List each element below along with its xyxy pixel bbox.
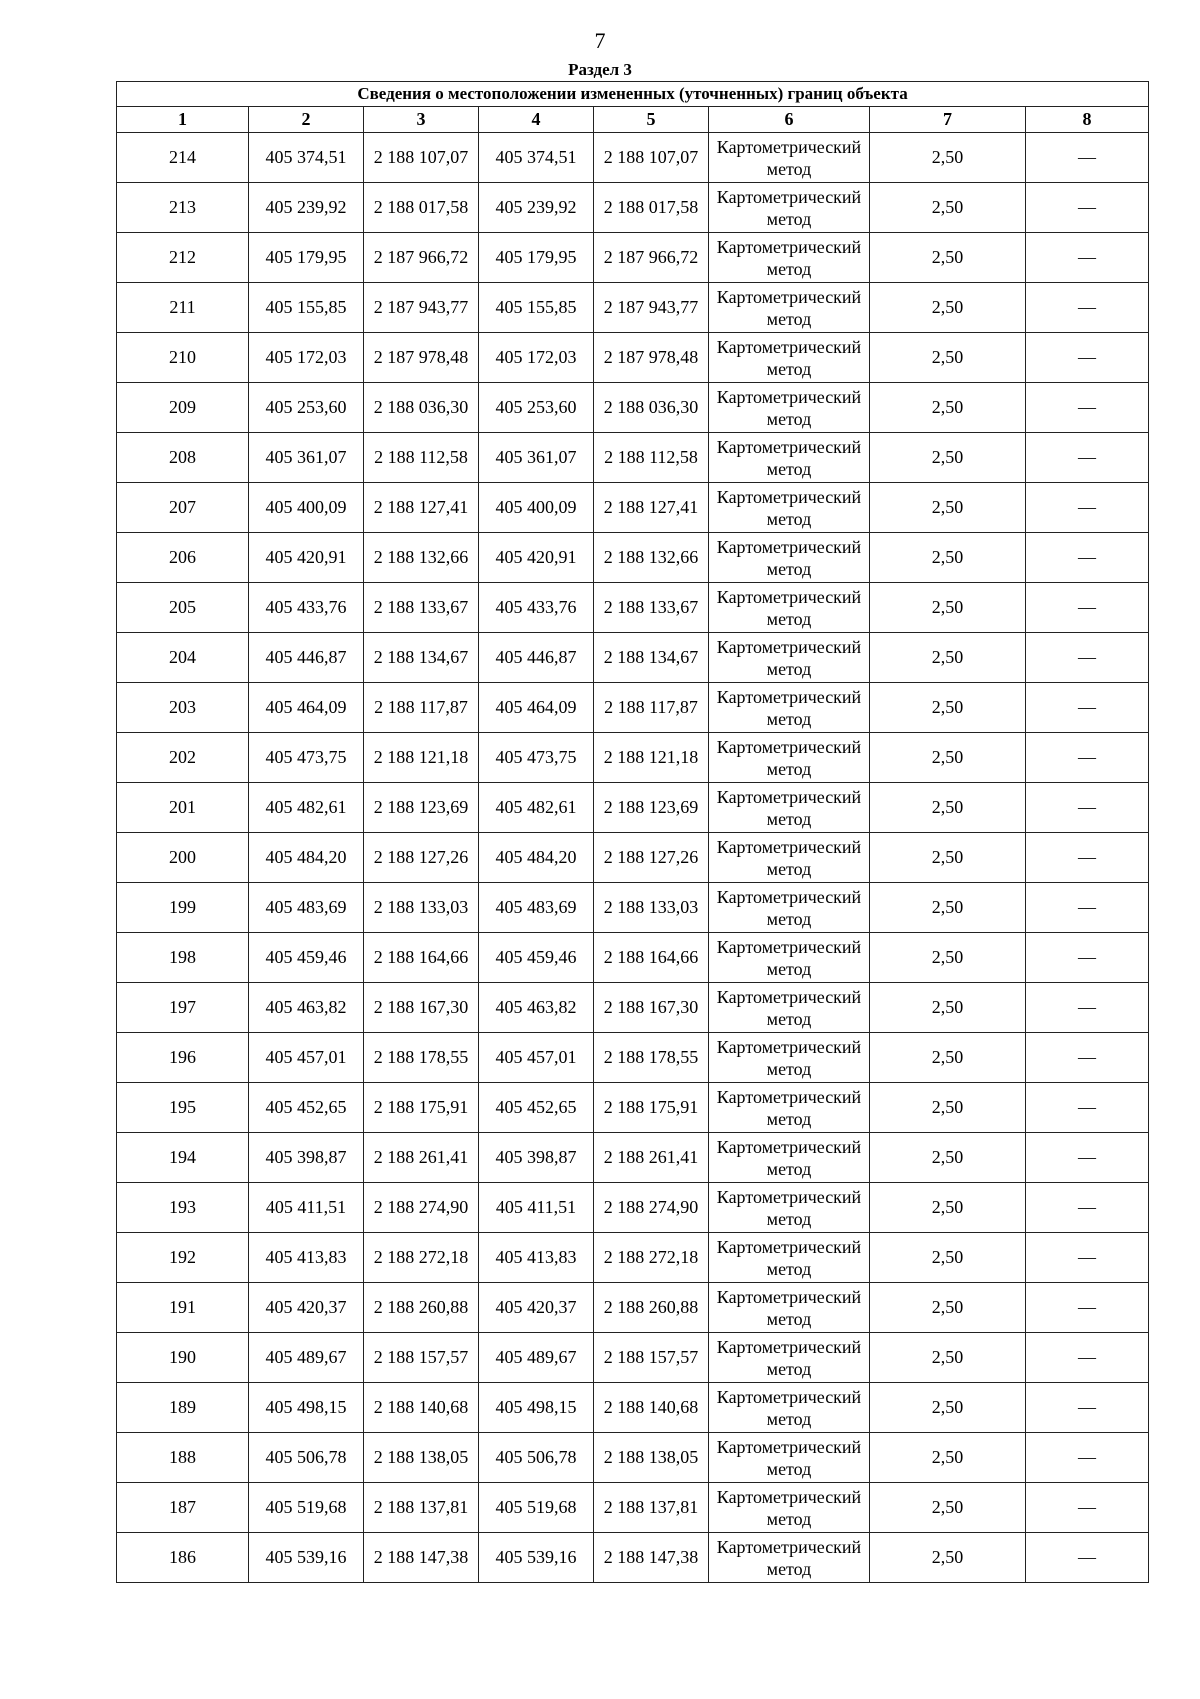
point-number-cell: 204 [117,633,249,683]
x-updated-cell: 405 420,91 [479,533,594,583]
x-existing-cell: 405 498,15 [249,1383,364,1433]
y-updated-cell: 2 188 261,41 [594,1133,709,1183]
accuracy-cell: 2,50 [870,1033,1026,1083]
note-cell: — [1026,833,1149,883]
y-updated-cell: 2 188 134,67 [594,633,709,683]
y-updated-cell: 2 188 127,26 [594,833,709,883]
note-cell: — [1026,1333,1149,1383]
method-cell: Картометрический метод [709,1483,870,1533]
table-row [117,883,1149,933]
x-updated-cell: 405 452,65 [479,1083,594,1133]
note-cell: — [1026,183,1149,233]
accuracy-cell: 2,50 [870,133,1026,183]
method-cell: Картометрический метод [709,1183,870,1233]
x-existing-cell: 405 483,69 [249,883,364,933]
table-row [117,1433,1149,1483]
y-updated-cell: 2 188 133,03 [594,883,709,933]
accuracy-cell: 2,50 [870,1483,1026,1533]
x-updated-cell: 405 539,16 [479,1533,594,1583]
table-row [117,1383,1149,1433]
table-row [117,283,1149,333]
note-cell: — [1026,1033,1149,1083]
note-cell: — [1026,933,1149,983]
method-cell: Картометрический метод [709,1033,870,1083]
accuracy-cell: 2,50 [870,1533,1026,1583]
note-cell: — [1026,633,1149,683]
point-number-cell: 207 [117,483,249,533]
method-cell: Картометрический метод [709,833,870,883]
table-row [117,783,1149,833]
accuracy-cell: 2,50 [870,1183,1026,1233]
note-cell: — [1026,733,1149,783]
x-updated-cell: 405 457,01 [479,1033,594,1083]
y-updated-cell: 2 188 036,30 [594,383,709,433]
table-row [117,583,1149,633]
y-existing-cell: 2 188 178,55 [364,1033,479,1083]
y-existing-cell: 2 188 261,41 [364,1133,479,1183]
x-updated-cell: 405 483,69 [479,883,594,933]
accuracy-cell: 2,50 [870,1333,1026,1383]
note-cell: — [1026,1083,1149,1133]
accuracy-cell: 2,50 [870,1383,1026,1433]
x-existing-cell: 405 413,83 [249,1233,364,1283]
point-number-cell: 196 [117,1033,249,1083]
column-number: 5 [594,107,709,133]
accuracy-cell: 2,50 [870,283,1026,333]
method-cell: Картометрический метод [709,133,870,183]
y-existing-cell: 2 187 966,72 [364,233,479,283]
accuracy-cell: 2,50 [870,633,1026,683]
accuracy-cell: 2,50 [870,483,1026,533]
accuracy-cell: 2,50 [870,333,1026,383]
x-existing-cell: 405 482,61 [249,783,364,833]
x-updated-cell: 405 239,92 [479,183,594,233]
x-existing-cell: 405 179,95 [249,233,364,283]
note-cell: — [1026,233,1149,283]
x-updated-cell: 405 519,68 [479,1483,594,1533]
method-cell: Картометрический метод [709,1333,870,1383]
point-number-cell: 190 [117,1333,249,1383]
column-number: 8 [1026,107,1149,133]
y-updated-cell: 2 188 017,58 [594,183,709,233]
note-cell: — [1026,883,1149,933]
method-cell: Картометрический метод [709,1383,870,1433]
accuracy-cell: 2,50 [870,933,1026,983]
y-updated-cell: 2 188 121,18 [594,733,709,783]
x-updated-cell: 405 473,75 [479,733,594,783]
x-updated-cell: 405 463,82 [479,983,594,1033]
x-updated-cell: 405 400,09 [479,483,594,533]
accuracy-cell: 2,50 [870,1283,1026,1333]
x-updated-cell: 405 253,60 [479,383,594,433]
accuracy-cell: 2,50 [870,1133,1026,1183]
y-existing-cell: 2 188 164,66 [364,933,479,983]
y-existing-cell: 2 188 036,30 [364,383,479,433]
x-updated-cell: 405 459,46 [479,933,594,983]
x-existing-cell: 405 539,16 [249,1533,364,1583]
y-updated-cell: 2 187 966,72 [594,233,709,283]
table-row [117,1083,1149,1133]
column-number: 6 [709,107,870,133]
y-existing-cell: 2 188 175,91 [364,1083,479,1133]
y-updated-cell: 2 188 112,58 [594,433,709,483]
y-existing-cell: 2 187 978,48 [364,333,479,383]
y-updated-cell: 2 188 137,81 [594,1483,709,1533]
table-row [117,683,1149,733]
table-caption: Сведения о местоположении измененных (уточненных) границ объекта [117,82,1149,107]
x-updated-cell: 405 484,20 [479,833,594,883]
y-existing-cell: 2 188 127,41 [364,483,479,533]
column-number: 4 [479,107,594,133]
x-existing-cell: 405 446,87 [249,633,364,683]
point-number-cell: 189 [117,1383,249,1433]
coordinates-table [116,81,1149,1583]
note-cell: — [1026,483,1149,533]
y-existing-cell: 2 188 121,18 [364,733,479,783]
accuracy-cell: 2,50 [870,233,1026,283]
table-row [117,1033,1149,1083]
x-existing-cell: 405 489,67 [249,1333,364,1383]
note-cell: — [1026,1233,1149,1283]
x-existing-cell: 405 463,82 [249,983,364,1033]
point-number-cell: 186 [117,1533,249,1583]
table-row [117,1483,1149,1533]
point-number-cell: 201 [117,783,249,833]
note-cell: — [1026,583,1149,633]
table-row [117,633,1149,683]
x-existing-cell: 405 433,76 [249,583,364,633]
table-row [117,1133,1149,1183]
y-existing-cell: 2 188 134,67 [364,633,479,683]
point-number-cell: 199 [117,883,249,933]
method-cell: Картометрический метод [709,683,870,733]
table-row [117,833,1149,883]
table-body [117,133,1149,1583]
y-existing-cell: 2 188 133,67 [364,583,479,633]
y-existing-cell: 2 188 274,90 [364,1183,479,1233]
y-updated-cell: 2 188 178,55 [594,1033,709,1083]
table-row [117,1333,1149,1383]
method-cell: Картометрический метод [709,883,870,933]
note-cell: — [1026,283,1149,333]
x-existing-cell: 405 172,03 [249,333,364,383]
method-cell: Картометрический метод [709,333,870,383]
x-updated-cell: 405 398,87 [479,1133,594,1183]
point-number-cell: 197 [117,983,249,1033]
x-existing-cell: 405 253,60 [249,383,364,433]
accuracy-cell: 2,50 [870,1233,1026,1283]
y-updated-cell: 2 188 147,38 [594,1533,709,1583]
column-number: 7 [870,107,1026,133]
point-number-cell: 206 [117,533,249,583]
table-row [117,233,1149,283]
x-existing-cell: 405 420,37 [249,1283,364,1333]
note-cell: — [1026,533,1149,583]
method-cell: Картометрический метод [709,1533,870,1583]
point-number-cell: 210 [117,333,249,383]
y-updated-cell: 2 188 164,66 [594,933,709,983]
x-existing-cell: 405 398,87 [249,1133,364,1183]
note-cell: — [1026,1133,1149,1183]
accuracy-cell: 2,50 [870,1083,1026,1133]
x-existing-cell: 405 459,46 [249,933,364,983]
note-cell: — [1026,1283,1149,1333]
y-existing-cell: 2 188 157,57 [364,1333,479,1383]
y-updated-cell: 2 188 107,07 [594,133,709,183]
note-cell: — [1026,1383,1149,1433]
table-row [117,933,1149,983]
note-cell: — [1026,1433,1149,1483]
x-updated-cell: 405 482,61 [479,783,594,833]
x-existing-cell: 405 411,51 [249,1183,364,1233]
y-updated-cell: 2 188 117,87 [594,683,709,733]
method-cell: Картометрический метод [709,1083,870,1133]
y-existing-cell: 2 188 123,69 [364,783,479,833]
point-number-cell: 203 [117,683,249,733]
note-cell: — [1026,983,1149,1033]
x-existing-cell: 405 473,75 [249,733,364,783]
y-updated-cell: 2 187 978,48 [594,333,709,383]
x-updated-cell: 405 506,78 [479,1433,594,1483]
method-cell: Картометрический метод [709,283,870,333]
y-updated-cell: 2 188 175,91 [594,1083,709,1133]
accuracy-cell: 2,50 [870,1433,1026,1483]
table-row [117,733,1149,783]
method-cell: Картометрический метод [709,633,870,683]
y-updated-cell: 2 187 943,77 [594,283,709,333]
x-existing-cell: 405 464,09 [249,683,364,733]
table-row [117,333,1149,383]
method-cell: Картометрический метод [709,933,870,983]
y-updated-cell: 2 188 157,57 [594,1333,709,1383]
table-row [117,1533,1149,1583]
x-updated-cell: 405 433,76 [479,583,594,633]
y-existing-cell: 2 188 138,05 [364,1433,479,1483]
method-cell: Картометрический метод [709,233,870,283]
point-number-cell: 213 [117,183,249,233]
accuracy-cell: 2,50 [870,983,1026,1033]
x-updated-cell: 405 498,15 [479,1383,594,1433]
note-cell: — [1026,133,1149,183]
x-existing-cell: 405 519,68 [249,1483,364,1533]
method-cell: Картометрический метод [709,1233,870,1283]
point-number-cell: 188 [117,1433,249,1483]
point-number-cell: 198 [117,933,249,983]
method-cell: Картометрический метод [709,383,870,433]
y-existing-cell: 2 188 147,38 [364,1533,479,1583]
column-number: 3 [364,107,479,133]
accuracy-cell: 2,50 [870,683,1026,733]
y-existing-cell: 2 188 127,26 [364,833,479,883]
point-number-cell: 208 [117,433,249,483]
table-row [117,1283,1149,1333]
note-cell: — [1026,1483,1149,1533]
method-cell: Картометрический метод [709,783,870,833]
page-number: 7 [594,28,606,53]
point-number-cell: 192 [117,1233,249,1283]
accuracy-cell: 2,50 [870,883,1026,933]
y-existing-cell: 2 188 133,03 [364,883,479,933]
note-cell: — [1026,383,1149,433]
accuracy-cell: 2,50 [870,183,1026,233]
y-updated-cell: 2 188 127,41 [594,483,709,533]
table-row [117,983,1149,1033]
y-existing-cell: 2 188 017,58 [364,183,479,233]
table-row [117,383,1149,433]
section-title: Раздел 3 [568,60,632,79]
method-cell: Картометрический метод [709,1133,870,1183]
y-updated-cell: 2 188 274,90 [594,1183,709,1233]
point-number-cell: 200 [117,833,249,883]
x-existing-cell: 405 457,01 [249,1033,364,1083]
y-existing-cell: 2 188 167,30 [364,983,479,1033]
x-existing-cell: 405 452,65 [249,1083,364,1133]
x-existing-cell: 405 155,85 [249,283,364,333]
note-cell: — [1026,783,1149,833]
y-existing-cell: 2 187 943,77 [364,283,479,333]
y-existing-cell: 2 188 117,87 [364,683,479,733]
column-number-row [117,107,1149,133]
x-updated-cell: 405 413,83 [479,1233,594,1283]
point-number-cell: 194 [117,1133,249,1183]
method-cell: Картометрический метод [709,1283,870,1333]
point-number-cell: 193 [117,1183,249,1233]
method-cell: Картометрический метод [709,433,870,483]
table-row [117,1183,1149,1233]
accuracy-cell: 2,50 [870,383,1026,433]
method-cell: Картометрический метод [709,483,870,533]
x-existing-cell: 405 374,51 [249,133,364,183]
y-existing-cell: 2 188 140,68 [364,1383,479,1433]
point-number-cell: 187 [117,1483,249,1533]
note-cell: — [1026,683,1149,733]
x-existing-cell: 405 484,20 [249,833,364,883]
accuracy-cell: 2,50 [870,783,1026,833]
method-cell: Картометрический метод [709,1433,870,1483]
x-existing-cell: 405 239,92 [249,183,364,233]
table-row [117,483,1149,533]
note-cell: — [1026,333,1149,383]
point-number-cell: 202 [117,733,249,783]
note-cell: — [1026,1183,1149,1233]
note-cell: — [1026,433,1149,483]
method-cell: Картометрический метод [709,583,870,633]
method-cell: Картометрический метод [709,183,870,233]
point-number-cell: 214 [117,133,249,183]
x-updated-cell: 405 361,07 [479,433,594,483]
accuracy-cell: 2,50 [870,733,1026,783]
method-cell: Картометрический метод [709,533,870,583]
y-existing-cell: 2 188 107,07 [364,133,479,183]
point-number-cell: 211 [117,283,249,333]
x-updated-cell: 405 489,67 [479,1333,594,1383]
y-existing-cell: 2 188 272,18 [364,1233,479,1283]
x-updated-cell: 405 172,03 [479,333,594,383]
y-updated-cell: 2 188 123,69 [594,783,709,833]
accuracy-cell: 2,50 [870,833,1026,883]
table-row [117,533,1149,583]
method-cell: Картометрический метод [709,983,870,1033]
accuracy-cell: 2,50 [870,533,1026,583]
point-number-cell: 205 [117,583,249,633]
y-existing-cell: 2 188 137,81 [364,1483,479,1533]
y-updated-cell: 2 188 260,88 [594,1283,709,1333]
x-updated-cell: 405 374,51 [479,133,594,183]
x-updated-cell: 405 420,37 [479,1283,594,1333]
table-row [117,183,1149,233]
y-existing-cell: 2 188 260,88 [364,1283,479,1333]
x-updated-cell: 405 179,95 [479,233,594,283]
x-existing-cell: 405 506,78 [249,1433,364,1483]
method-cell: Картометрический метод [709,733,870,783]
x-existing-cell: 405 420,91 [249,533,364,583]
y-updated-cell: 2 188 167,30 [594,983,709,1033]
x-updated-cell: 405 411,51 [479,1183,594,1233]
y-existing-cell: 2 188 132,66 [364,533,479,583]
column-number: 1 [117,107,249,133]
y-updated-cell: 2 188 132,66 [594,533,709,583]
y-updated-cell: 2 188 140,68 [594,1383,709,1433]
x-updated-cell: 405 446,87 [479,633,594,683]
point-number-cell: 191 [117,1283,249,1333]
x-updated-cell: 405 155,85 [479,283,594,333]
x-existing-cell: 405 400,09 [249,483,364,533]
x-updated-cell: 405 464,09 [479,683,594,733]
column-number: 2 [249,107,364,133]
point-number-cell: 209 [117,383,249,433]
accuracy-cell: 2,50 [870,583,1026,633]
x-existing-cell: 405 361,07 [249,433,364,483]
point-number-cell: 212 [117,233,249,283]
accuracy-cell: 2,50 [870,433,1026,483]
y-updated-cell: 2 188 272,18 [594,1233,709,1283]
table-row [117,1233,1149,1283]
table-row [117,433,1149,483]
point-number-cell: 195 [117,1083,249,1133]
table-row [117,133,1149,183]
y-updated-cell: 2 188 133,67 [594,583,709,633]
y-updated-cell: 2 188 138,05 [594,1433,709,1483]
note-cell: — [1026,1533,1149,1583]
y-existing-cell: 2 188 112,58 [364,433,479,483]
